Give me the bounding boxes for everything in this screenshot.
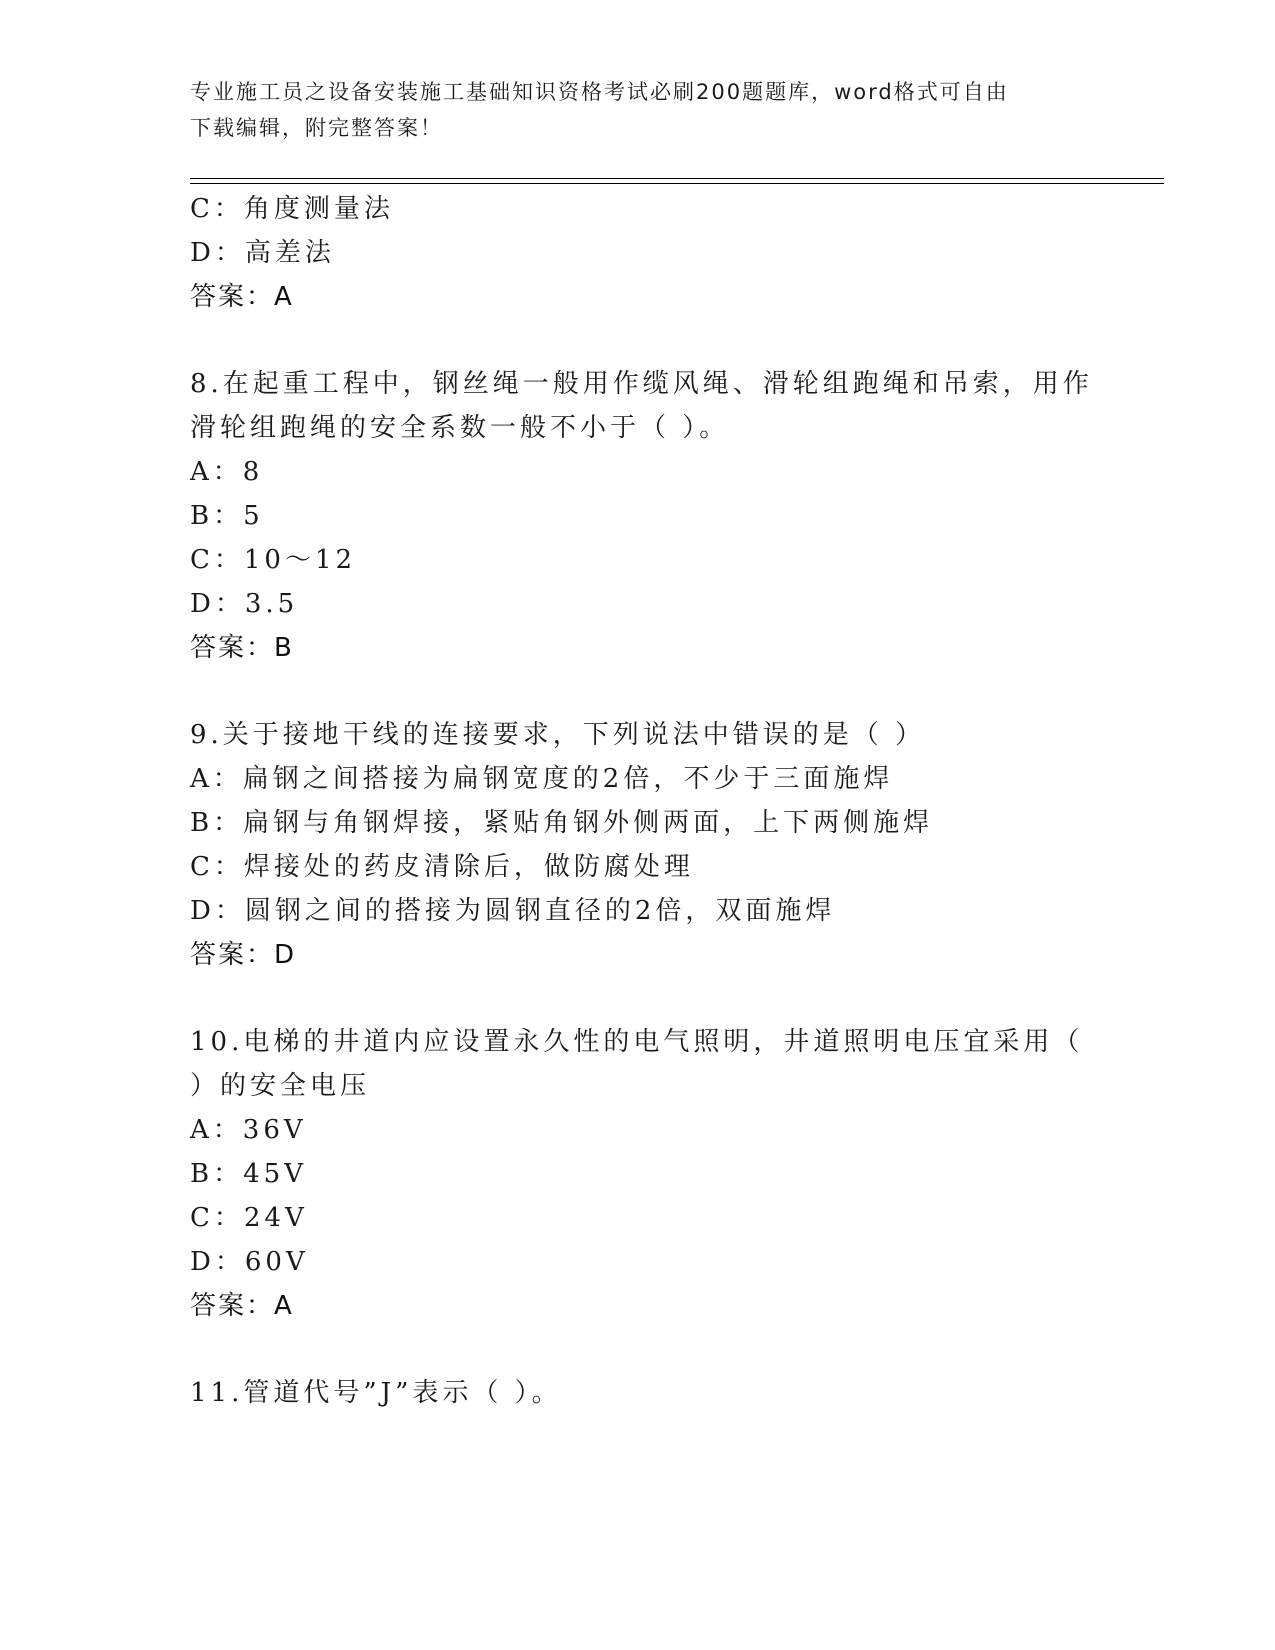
q10-stem-line-2: ）的安全电压 [190, 1071, 371, 1101]
header-line-2: 下载编辑，附完整答案！ [190, 116, 443, 140]
q8-stem-line-1: 8.在起重工程中，钢丝绳一般用作缆风绳、滑轮组跑绳和吊索，用作 [190, 369, 1093, 399]
prev-answer: 答案：A [190, 282, 294, 312]
q8-option-d: D：3.5 [190, 589, 299, 619]
header-line-1: 专业施工员之设备安装施工基础知识资格考试必刷200题题库，word格式可自由 [190, 80, 1009, 104]
q10-stem-line-1: 10.电梯的井道内应设置永久性的电气照明，井道照明电压宜采用（ [190, 1027, 1084, 1057]
q10-option-d: D：60V [190, 1247, 309, 1277]
q8-stem-line-2: 滑轮组跑绳的安全系数一般不小于（ ）。 [190, 413, 730, 443]
header-divider-bottom [190, 183, 1164, 184]
q9-option-d: D：圆钢之间的搭接为圆钢直径的2倍，双面施焊 [190, 896, 836, 926]
header-divider-top [190, 178, 1164, 179]
prev-option-d: D：高差法 [190, 238, 335, 268]
q9-answer: 答案：D [190, 940, 297, 970]
q9-stem-line-1: 9.关于接地干线的连接要求，下列说法中错误的是（ ） [190, 720, 926, 750]
q10-answer: 答案：A [190, 1291, 294, 1321]
q8-answer: 答案：B [190, 633, 294, 663]
document-header [190, 74, 1090, 146]
q11-stem-line-1: 11.管道代号”J”表示（ ）。 [190, 1378, 562, 1408]
prev-option-c: C：角度测量法 [190, 194, 394, 224]
q9-option-b: B：扁钢与角钢焊接，紧贴角钢外侧两面，上下两侧施焊 [190, 808, 934, 838]
q10-option-a: A：36V [190, 1115, 307, 1145]
q8-option-a: A：8 [190, 457, 264, 487]
q9-option-c: C：焊接处的药皮清除后，做防腐处理 [190, 852, 694, 882]
q8-option-b: B：5 [190, 501, 264, 531]
q8-option-c: C：10～12 [190, 545, 357, 575]
q10-option-c: C：24V [190, 1203, 308, 1233]
q10-option-b: B：45V [190, 1159, 307, 1189]
q9-option-a: A：扁钢之间搭接为扁钢宽度的2倍，不少于三面施焊 [190, 764, 894, 794]
